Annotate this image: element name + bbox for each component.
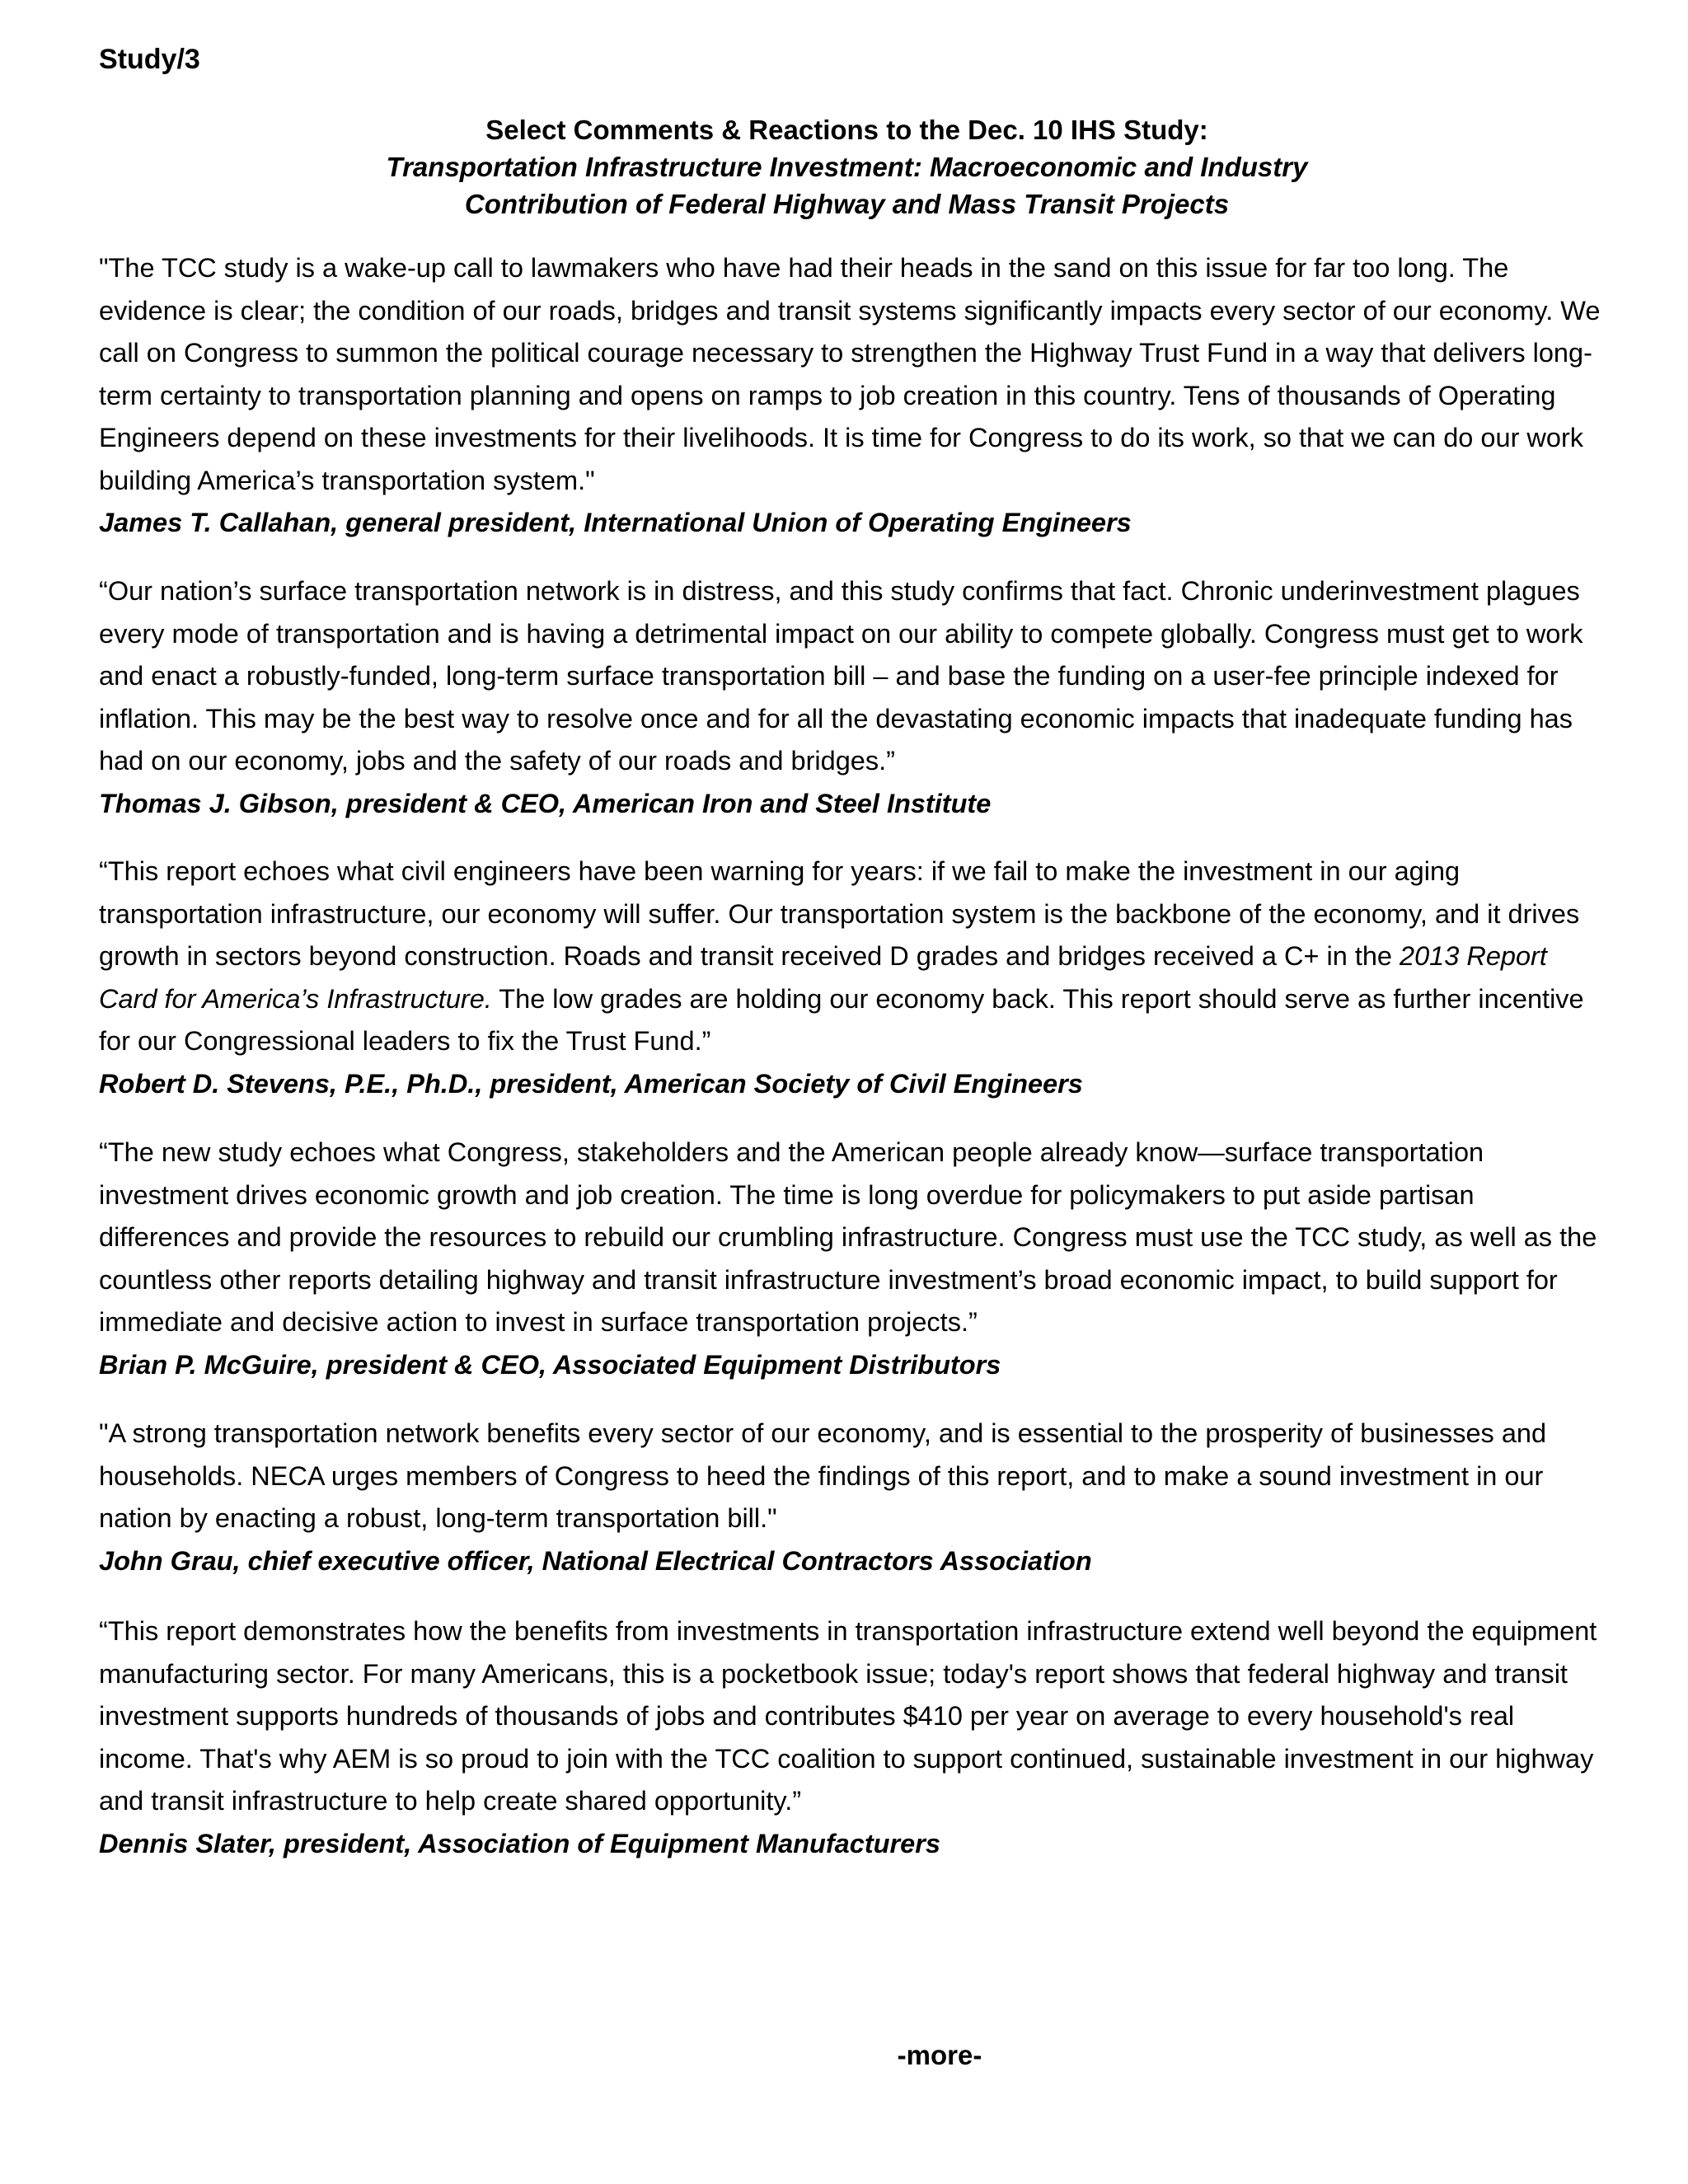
quote-block-slater [99, 1610, 1607, 1865]
continuation-marker: -more- [897, 2040, 982, 2070]
title-line-1: Select Comments & Reactions to the Dec. 10 IHS Study: [485, 115, 1208, 145]
document-title [99, 111, 1595, 223]
quote-attribution: Thomas J. Gibson, president & CEO, American Iron and Steel Institute [99, 788, 992, 818]
quote-text-start: “This report echoes what civil engineers have been warning for years: if we fail to make the investment in our aging transportation infrastructure, our economy will suffer. Our transportation system is the backbone of the economy, and it drives growth in sectors beyond construction. Roads and transit received D grades and bridges received a C+ in the [99, 856, 1580, 971]
quote-attribution: James T. Callahan, general president, International Union of Operating Engineers [99, 508, 1132, 537]
quote-text-end: The low grades are holding our economy back. This report should serve as further incentive for our Congressional leaders to fix the Trust Fund.” [99, 983, 1584, 1056]
quote-text: "A strong transportation network benefits every sector of our economy, and is essential to the prosperity of businesses and households. NECA urges members of Congress to heed the findings of this report, and to make a sound investment in our nation by enacting a robust, long-term transportation bill." [99, 1418, 1547, 1533]
title-line-2: Transportation Infrastructure Investment: Macroeconomic and Industry [386, 152, 1308, 182]
title-line-3: Contribution of Federal Highway and Mass Transit Projects [464, 189, 1230, 219]
quote-attribution: Dennis Slater, president, Association of Equipment Manufacturers [99, 1828, 940, 1858]
quote-attribution: Robert D. Stevens, P.E., Ph.D., president, American Society of Civil Engineers [99, 1068, 1083, 1099]
quote-text: “This report demonstrates how the benefits from investments in transportation infrastructure extend well beyond the equipment manufacturing sector. For many Americans, this is a pocketbook issue; today's report shows that federal highway and transit investment supports hundreds of thousands of jobs and contributes $410 per year on average to every household's real income. That's why AEM is so proud to join with the TCC coalition to support continued, sustainable investment in our highway and transit infrastructure to help create shared opportunity.” [99, 1616, 1597, 1816]
quote-block-callahan [99, 247, 1607, 545]
quote-block-mcguire [99, 1132, 1607, 1386]
quote-text: “The new study echoes what Congress, stakeholders and the American people already know—surface transportation investment drives economic growth and job creation. The time is long overdue for policymakers to put aside partisan differences and provide the resources to rebuild our crumbling infrastructure. Congress must use the TCC study, as well as the countless other reports detailing highway and transit infrastructure investment’s broad economic impact, to build support for immediate and decisive action to invest in surface transportation projects.” [99, 1137, 1597, 1337]
quote-attribution: John Grau, chief executive officer, National Electrical Contractors Association [99, 1545, 1092, 1576]
quote-block-stevens [99, 851, 1607, 1105]
page-label: Study/3 [99, 44, 200, 75]
quote-text: “Our nation’s surface transportation network is in distress, and this study confirms that fact. Chronic underinvestment plagues every mode of transportation and is having a detrimental impact on our ability to compete globally. Congress must get to work and enact a robustly-funded, long-term surface transportation bill – and base the funding on a user-fee principle indexed for inflation. This may be the best way to resolve once and for all the devastating economic impacts that inadequate funding has had on our economy, jobs and the safety of our roads and bridges.” [99, 576, 1583, 776]
report-card-title: 2013 Report Card for America’s Infrastructure. [99, 941, 1547, 1014]
quote-block-grau [99, 1413, 1607, 1582]
quote-text: "The TCC study is a wake-up call to lawmakers who have had their heads in the sand on this issue for far too long. The evidence is clear; the condition of our roads, bridges and transit systems significantly impacts every sector of our economy. We call on Congress to summon the political courage necessary to strengthen the Highway Trust Fund in a way that delivers long-term certainty to transportation planning and opens on ramps to job creation in this country. Tens of thousands of Operating Engineers depend on these investments for their livelihoods. It is time for Congress to do its work, so that we can do our work building America’s transportation system." [99, 253, 1601, 495]
quote-attribution: Brian P. McGuire, president & CEO, Associated Equipment Distributors [99, 1349, 1001, 1380]
quote-text [99, 851, 1607, 1063]
quote-block-gibson [99, 570, 1607, 825]
